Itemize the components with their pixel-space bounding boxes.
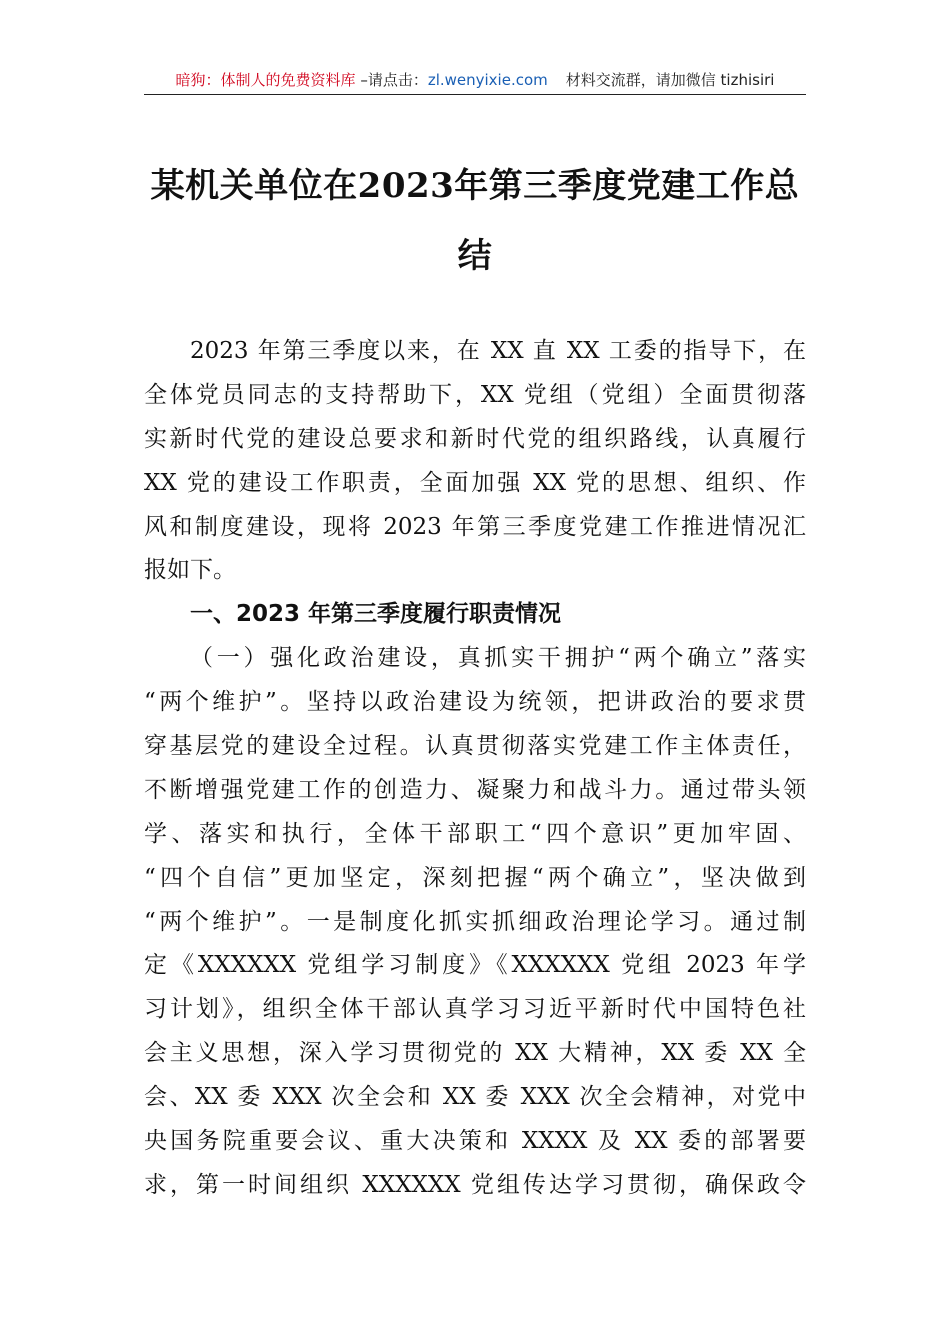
section-heading: 一、2023 年第三季度履行职责情况 — [190, 601, 562, 628]
body-line: 习计划》，组织全体干部认真学习习近平新时代中国特色社 — [144, 996, 806, 1023]
body-line: “四个自信”更加坚定，深刻把握“两个确立”，坚决做到 — [144, 864, 806, 891]
header-wechat-text: 材料交流群，请加微信 tizhisiri — [565, 71, 775, 89]
body-line: “两个维护”。一是制度化抓实抓细政治理论学习。通过制 — [144, 908, 806, 935]
body-line: 央国务院重要会议、重大决策和 XXXX 及 XX 委的部署要 — [144, 1128, 806, 1155]
document-title-line-2: 结 — [457, 236, 493, 276]
body-line: （一）强化政治建设，真抓实干拥护“两个确立”落实 — [190, 645, 806, 672]
document-body — [144, 330, 806, 1208]
body-line: XX 党的建设工作职责，全面加强 XX 党的思想、组织、作 — [144, 469, 806, 496]
body-line: 实新时代党的建设总要求和新时代党的组织路线，认真履行 — [144, 425, 806, 452]
body-line: 全体党员同志的支持帮助下，XX 党组（党组）全面贯彻落 — [144, 381, 806, 408]
header-site-link[interactable]: zl.wenyixie.com — [427, 71, 548, 89]
body-line: “两个维护”。坚持以政治建设为统领，把讲政治的要求贯 — [144, 689, 806, 716]
header-click-prompt: –请点击： — [355, 71, 428, 89]
body-line: 风和制度建设，现将 2023 年第三季度党建工作推进情况汇 — [144, 513, 806, 540]
body-line: 会、XX 委 XXX 次全会和 XX 委 XXX 次全会精神，对党中 — [144, 1084, 806, 1111]
body-line: 不断增强党建工作的创造力、凝聚力和战斗力。通过带头领 — [144, 776, 806, 803]
body-line: 定《XXXXXX 党组学习制度》《XXXXXX 党组 2023 年学 — [144, 952, 806, 979]
page-header — [144, 68, 806, 95]
body-line: 报如下。 — [144, 557, 236, 584]
body-line: 会主义思想，深入学习贯彻党的 XX 大精神，XX 委 XX 全 — [144, 1040, 806, 1067]
body-line: 学、落实和执行，全体干部职工“四个意识”更加牢固、 — [144, 820, 806, 847]
header-promo-text: 暗狗：体制人的免费资料库 — [175, 71, 356, 89]
document-title-line-1: 某机关单位在2023年第三季度党建工作总 — [150, 166, 800, 206]
body-line: 2023 年第三季度以来，在 XX 直 XX 工委的指导下，在 — [190, 338, 806, 364]
body-line: 求，第一时间组织 XXXXXX 党组传达学习贯彻，确保政令 — [144, 1171, 806, 1198]
body-line: 穿基层党的建设全过程。认真贯彻落实党建工作主体责任， — [144, 733, 806, 760]
